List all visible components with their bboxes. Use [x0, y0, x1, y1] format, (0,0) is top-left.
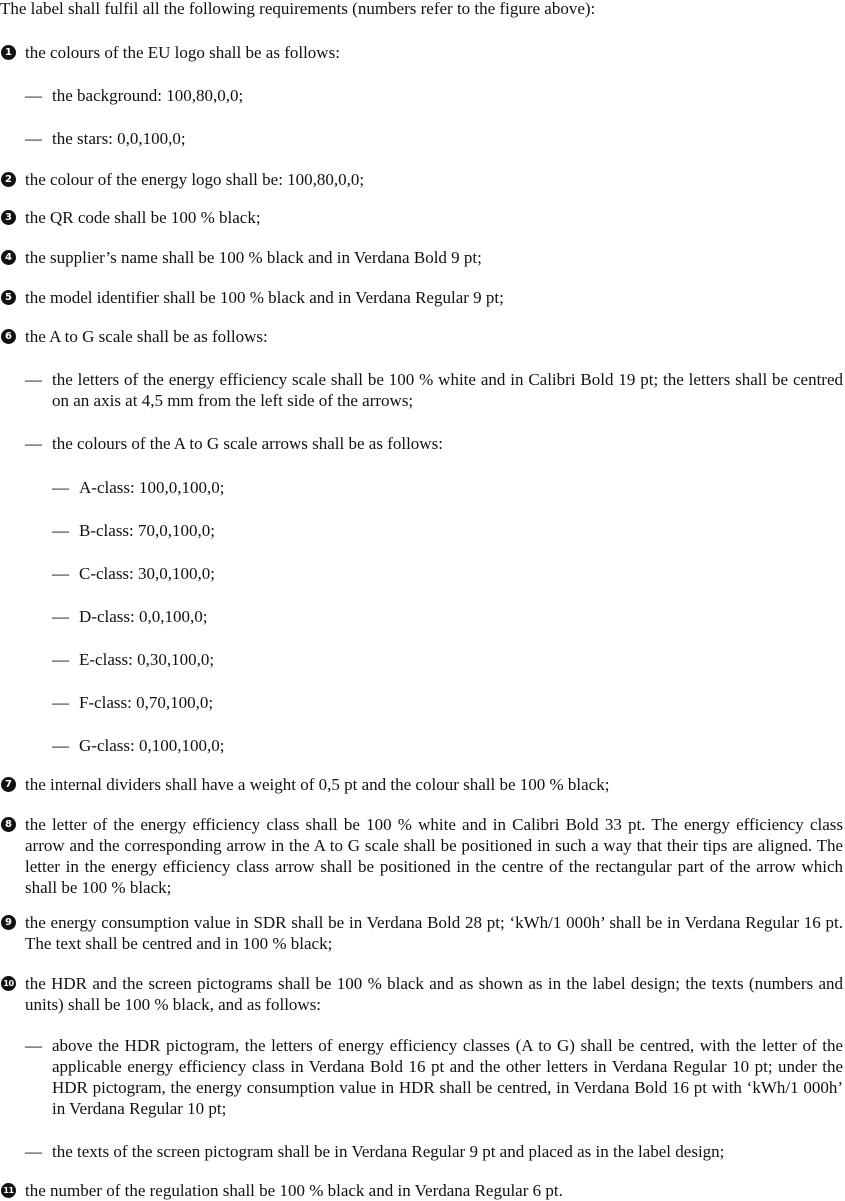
- dash-marker: —: [52, 693, 69, 712]
- class-c-colour: C-class: 30,0,100,0;: [79, 564, 215, 583]
- item-number-badge: 10: [1, 976, 16, 991]
- item-8-text: the letter of the energy efficiency class shall be 100 % white and in Calibri Bold 33 pt. The energy efficiency class arrow and the corresponding arrow in the A to G scale shall be positioned in such a way that their tips are aligned. The letter in the energy efficiency class arrow shall be positioned in the centre of the rectangular part of the arrow which shall be 100 % black;: [25, 815, 843, 897]
- item-number-badge: 5: [1, 290, 16, 305]
- item-number-badge: 7: [1, 777, 16, 792]
- item-7-text: the internal dividers shall have a weight of 0,5 pt and the colour shall be 100 % black;: [25, 775, 610, 794]
- dash-marker: —: [25, 129, 42, 148]
- item-5-text: the model identifier shall be 100 % black and in Verdana Regular 9 pt;: [25, 288, 504, 307]
- item-4-text: the supplier’s name shall be 100 % black and in Verdana Bold 9 pt;: [25, 248, 482, 267]
- dash-marker: —: [52, 521, 69, 540]
- dash-marker: —: [52, 607, 69, 626]
- dash-marker: —: [25, 434, 42, 453]
- item-number-badge: 8: [1, 817, 16, 832]
- dash-marker: —: [25, 1142, 42, 1161]
- dash-marker: —: [52, 478, 69, 497]
- item-number-badge: 4: [1, 250, 16, 265]
- item-11-text: the number of the regulation shall be 100 % black and in Verdana Regular 6 pt.: [25, 1181, 563, 1200]
- dash-marker: —: [25, 86, 42, 105]
- scale-arrows-intro: the colours of the A to G scale arrows shall be as follows:: [52, 434, 443, 453]
- dash-marker: —: [52, 564, 69, 583]
- item-3-text: the QR code shall be 100 % black;: [25, 208, 261, 227]
- class-f-colour: F-class: 0,70,100,0;: [79, 693, 214, 712]
- scale-letters-text: the letters of the energy efficiency scale shall be 100 % white and in Calibri Bold 19 pt; the letters shall be centred on an axis at 4,5 mm from the left side of the arrows;: [52, 370, 843, 410]
- class-b-colour: B-class: 70,0,100,0;: [79, 521, 215, 540]
- dash-marker: —: [25, 370, 42, 389]
- item-1-text: the colours of the EU logo shall be as follows:: [25, 43, 340, 62]
- item-number-badge: 11: [1, 1183, 16, 1198]
- item-number-badge: 6: [1, 329, 16, 344]
- item-number-badge: 3: [1, 210, 16, 225]
- dash-marker: —: [52, 650, 69, 669]
- item-6-text: the A to G scale shall be as follows:: [25, 327, 268, 346]
- class-a-colour: A-class: 100,0,100,0;: [79, 478, 225, 497]
- item-2-text: the colour of the energy logo shall be: 100,80,0,0;: [25, 170, 365, 189]
- item-10-text: the HDR and the screen pictograms shall be 100 % black and as shown as in the label design; the texts (numbers and units) shall be 100 % black, and as follows:: [25, 974, 843, 1014]
- eu-logo-stars-text: the stars: 0,0,100,0;: [52, 129, 186, 148]
- item-number-badge: 2: [1, 172, 16, 187]
- item-9-text: the energy consumption value in SDR shall be in Verdana Bold 28 pt; ‘kWh/1 000h’ shall be in Verdana Regular 16 pt. The text shall be centred and in 100 % black;: [25, 913, 843, 953]
- dash-marker: —: [25, 1036, 42, 1055]
- class-d-colour: D-class: 0,0,100,0;: [79, 607, 208, 626]
- hdr-screen-text: the texts of the screen pictogram shall be in Verdana Regular 9 pt and placed as in the label design;: [52, 1142, 725, 1161]
- class-e-colour: E-class: 0,30,100,0;: [79, 650, 215, 669]
- dash-marker: —: [52, 736, 69, 755]
- class-g-colour: G-class: 0,100,100,0;: [79, 736, 225, 755]
- item-number-badge: 1: [1, 45, 16, 60]
- intro-text: The label shall fulfil all the following requirements (numbers refer to the figure above):: [0, 0, 596, 18]
- item-number-badge: 9: [1, 915, 16, 930]
- eu-logo-background-text: the background: 100,80,0,0;: [52, 86, 244, 105]
- hdr-above-text: above the HDR pictogram, the letters of energy efficiency classes (A to G) shall be centred, with the letter of the applicable energy efficiency class in Verdana Bold 16 pt and the other letters in Verdana Regular 10 pt; under the HDR pictogram, the energy consumption value in HDR shall be centred, in Verdana Bold 16 pt with ‘kWh/1 000h’ in Verdana Regular 10 pt;: [52, 1036, 843, 1118]
